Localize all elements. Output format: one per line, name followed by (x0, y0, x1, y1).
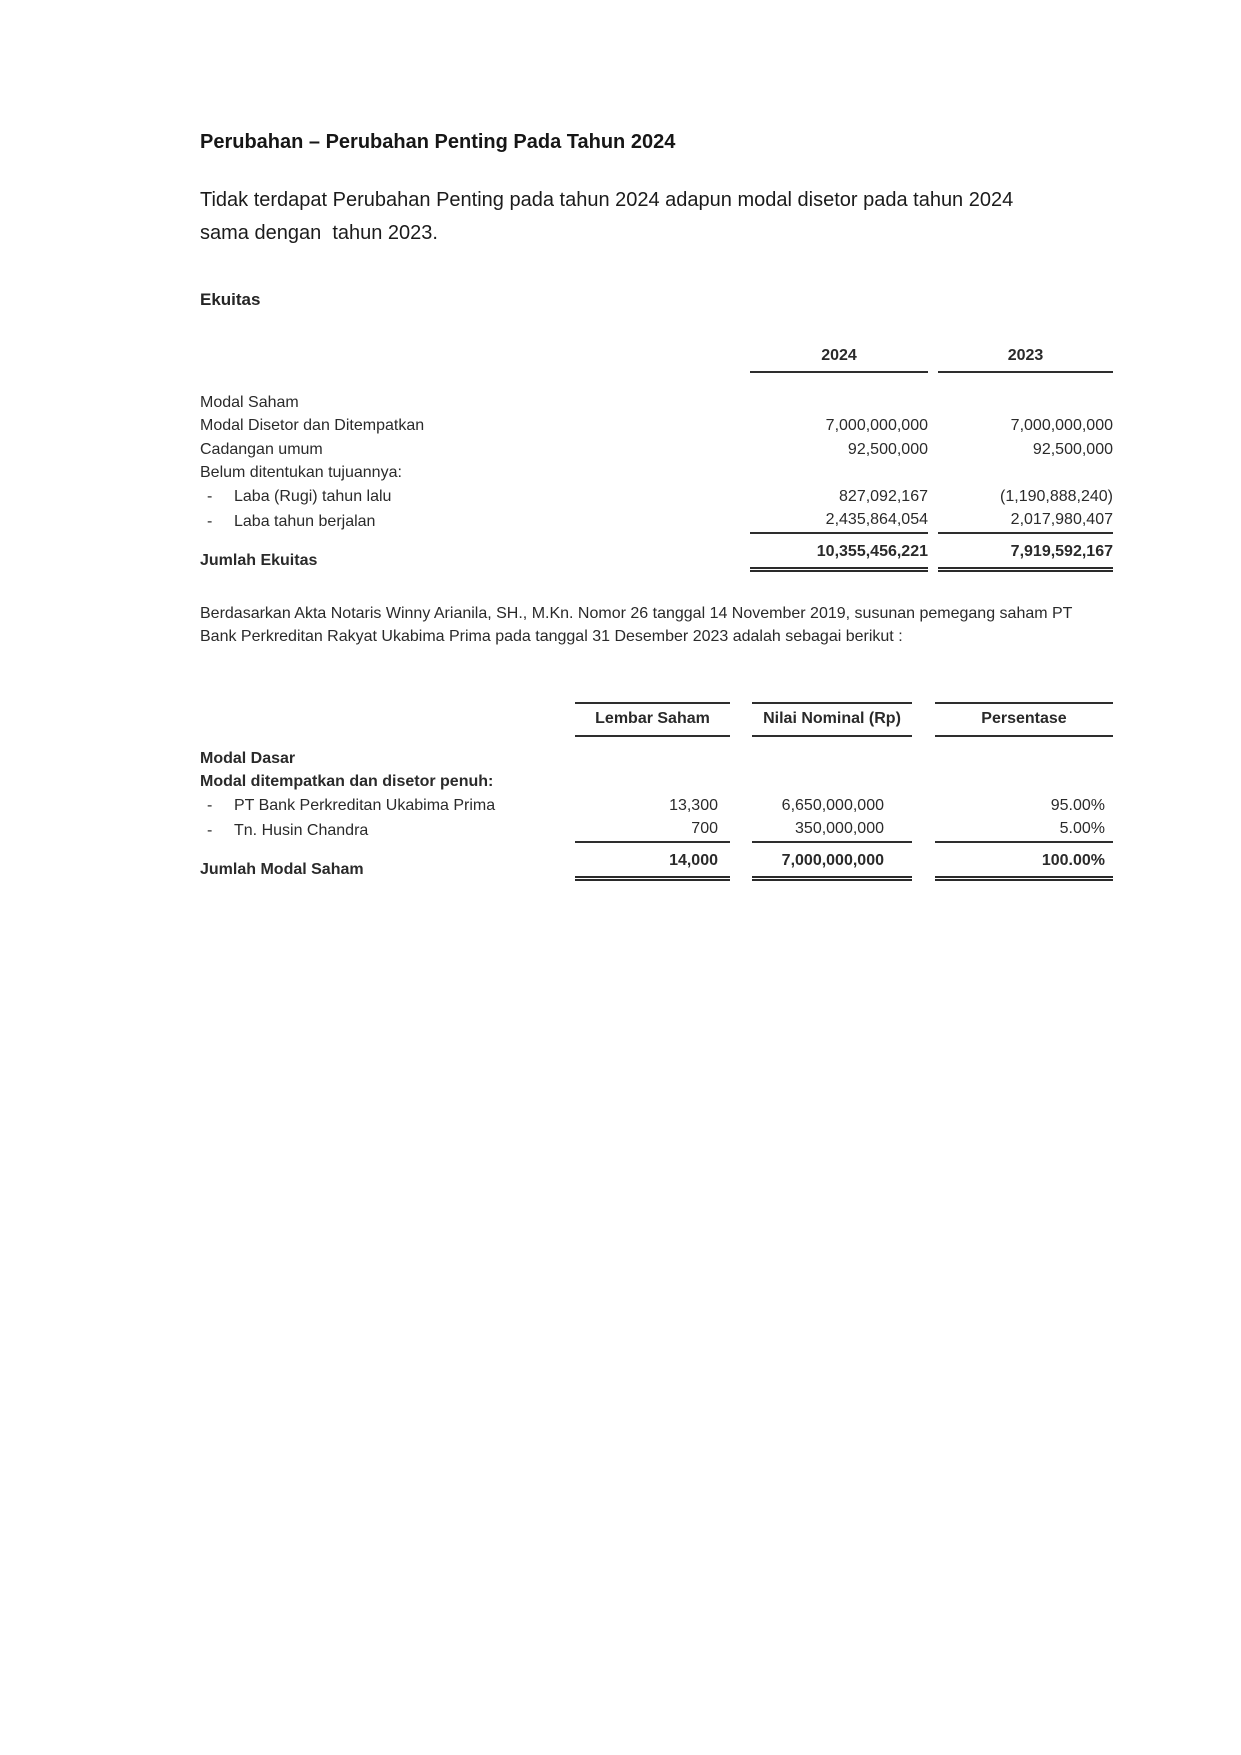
shareholders-total-row (200, 847, 1113, 882)
row-label: Cadangan umum (200, 440, 323, 458)
dash-bullet: - (207, 796, 213, 814)
table-row (200, 817, 1113, 843)
row-label (200, 510, 660, 534)
table-row (200, 794, 1113, 818)
row-label: Modal Saham (200, 393, 299, 411)
dash-bullet: - (207, 513, 213, 530)
table-row (200, 770, 1113, 794)
value-2024: 7,000,000,000 (825, 417, 928, 434)
value-2023: 92,500,000 (1032, 440, 1113, 458)
document-content (200, 130, 1113, 881)
table-row (200, 438, 1113, 462)
value-2024: 827,092,167 (839, 487, 928, 505)
total-percentage: 100.00% (935, 847, 1113, 882)
table-row (200, 461, 1113, 485)
total-label: Jumlah Ekuitas (200, 551, 318, 569)
notary-paragraph: Berdasarkan Akta Notaris Winny Arianila, SH., M.Kn. Nomor 26 tanggal 14 November 2019, susunan pemegang saham PT Bank Perkreditan Rakyat Ukabima Prima pada tanggal 31 Desember 2023 adalah sebagai berikut : (200, 605, 1073, 645)
row-label (200, 794, 560, 818)
value-2023: (1,190,888,240) (1000, 487, 1113, 505)
equity-table (200, 344, 1113, 572)
row-label: Belum ditentukan tujuannya: (200, 464, 402, 481)
intro-paragraph: Tidak terdapat Perubahan Penting pada tahun 2024 adapun modal disetor pada tahun 2024 sama dengan tahun 2023. (200, 189, 1019, 244)
value-nominal: 350,000,000 (752, 817, 912, 843)
equity-column-header-2024: 2024 (750, 344, 928, 373)
value-2023: 2,017,980,407 (938, 508, 1113, 534)
value-2024: 92,500,000 (847, 440, 928, 458)
row-label: Modal Dasar (200, 749, 296, 767)
row-label-text: PT Bank Perkreditan Ukabima Prima (234, 796, 496, 814)
equity-section-heading: Ekuitas (200, 290, 261, 309)
row-label: Modal Disetor dan Ditempatkan (200, 417, 425, 434)
value-percentage: 5.00% (935, 817, 1113, 843)
value-2023: 7,000,000,000 (1010, 417, 1113, 434)
total-label: Jumlah Modal Saham (200, 860, 364, 878)
page-title: Perubahan – Perubahan Penting Pada Tahun 2024 (200, 131, 676, 153)
row-label-text: Laba (Rugi) tahun lalu (234, 487, 392, 505)
value-percentage: 95.00% (1050, 796, 1105, 814)
row-label-text: Tn. Husin Chandra (234, 822, 369, 839)
table-row (200, 485, 1113, 509)
row-label (200, 485, 660, 509)
dash-bullet: - (207, 822, 213, 839)
total-nominal: 7,000,000,000 (752, 847, 912, 882)
row-label-text: Laba tahun berjalan (234, 513, 376, 530)
scanned-section (200, 290, 1113, 881)
column-header-nilai-nominal: Nilai Nominal (Rp) (752, 702, 912, 737)
equity-table-header-row (200, 344, 1113, 373)
shareholders-table-body (200, 747, 1113, 882)
value-nominal: 6,650,000,000 (781, 796, 884, 814)
equity-table-body (200, 391, 1113, 573)
table-row (200, 414, 1113, 438)
table-row (200, 747, 1113, 771)
dash-bullet: - (207, 487, 213, 505)
row-label (200, 819, 560, 843)
total-value-2023: 7,919,592,167 (938, 538, 1113, 573)
row-label: Modal ditempatkan dan disetor penuh: (200, 773, 494, 790)
equity-column-header-2023: 2023 (938, 344, 1113, 373)
value-shares: 13,300 (669, 796, 718, 814)
equity-total-row (200, 538, 1113, 573)
table-row (200, 391, 1113, 415)
value-shares: 700 (575, 817, 730, 843)
shareholders-table (200, 702, 1113, 881)
total-shares: 14,000 (575, 847, 730, 882)
shareholders-table-header-row (200, 702, 1113, 737)
table-row (200, 508, 1113, 534)
value-2024: 2,435,864,054 (750, 508, 928, 534)
column-header-lembar-saham: Lembar Saham (575, 702, 730, 737)
column-header-persentase: Persentase (935, 702, 1113, 737)
total-value-2024: 10,355,456,221 (750, 538, 928, 573)
